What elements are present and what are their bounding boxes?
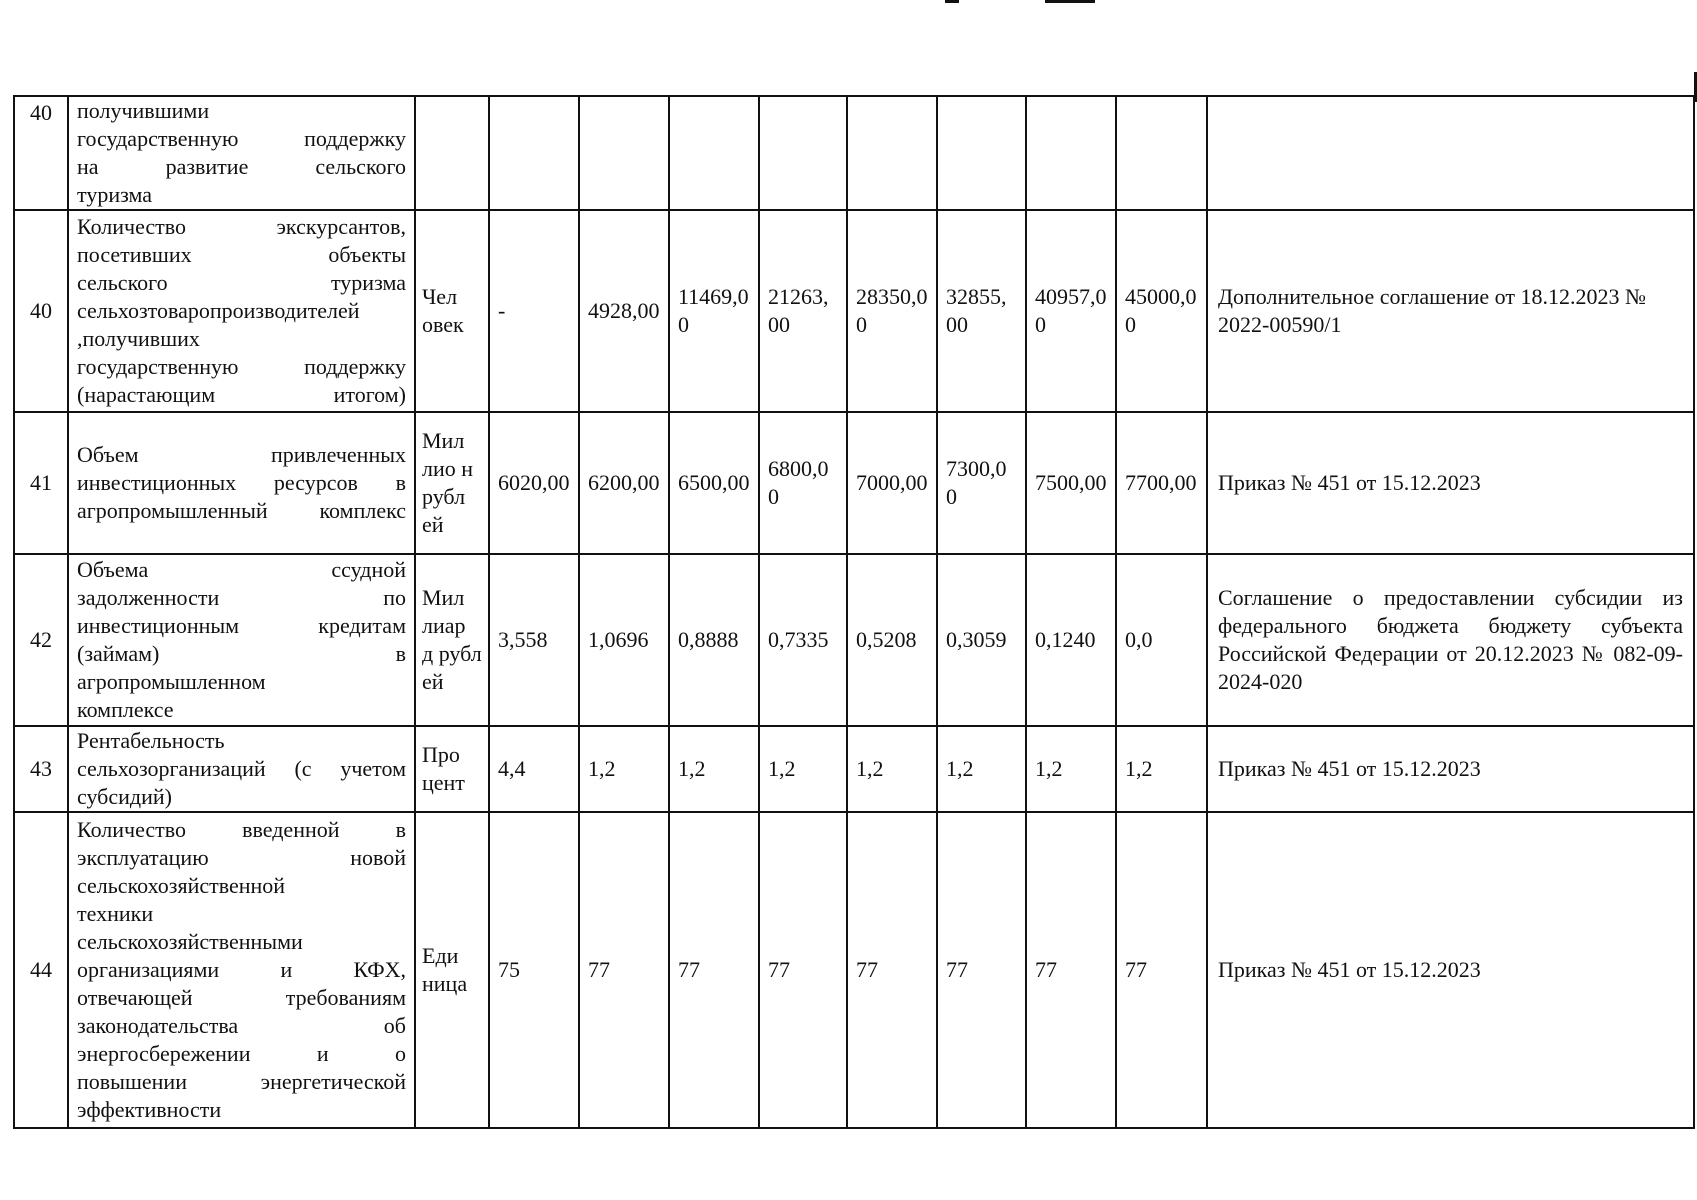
indicator-value: 6800,00	[759, 412, 847, 554]
indicator-value: 6200,00	[579, 412, 669, 554]
table-row	[14, 412, 1694, 554]
source-document	[1207, 96, 1694, 210]
indicator-name-line: агропромышленный комплекс	[77, 498, 406, 523]
indicator-name-line: Количество введенной в	[77, 817, 406, 842]
row-number: 41	[14, 412, 68, 554]
indicator-name-line: (займам) в	[77, 641, 406, 666]
indicator-value: 7300,00	[937, 412, 1026, 554]
indicator-name-line: агропромышленном	[77, 669, 266, 694]
indicator-name-line: получившими	[77, 98, 210, 123]
indicator-value: 21263,00	[759, 210, 847, 412]
unit-of-measure: Мил лиар д рубл ей	[415, 554, 489, 726]
indicator-value	[847, 96, 937, 210]
indicator-name-line: комплексе	[77, 697, 174, 722]
indicator-value: 1,2	[579, 726, 669, 812]
indicator-name-line: энергосбережении и о	[77, 1041, 406, 1066]
indicator-value: 3,558	[489, 554, 579, 726]
indicator-name-line: государственную поддержку	[77, 354, 406, 379]
source-document: Приказ № 451 от 15.12.2023	[1207, 812, 1694, 1128]
indicator-value	[759, 96, 847, 210]
indicator-value	[579, 96, 669, 210]
indicator-name-line: ,получивших	[77, 326, 200, 351]
indicator-name-line: сельхозтоваропроизводителей	[77, 298, 360, 323]
source-document: Дополнительное соглашение от 18.12.2023 № 2022-00590/1	[1207, 210, 1694, 412]
table-row	[14, 210, 1694, 412]
indicator-value: 77	[1026, 812, 1116, 1128]
indicator-value	[489, 96, 579, 210]
indicator-value: 1,2	[937, 726, 1026, 812]
indicator-value: 77	[759, 812, 847, 1128]
source-document: Соглашение о предоставлении субсидии из федерального бюджета бюджету субъекта Российской Федерации от 20.12.2023 № 082-09-2024-020	[1207, 554, 1694, 726]
source-document: Приказ № 451 от 15.12.2023	[1207, 726, 1694, 812]
unit-of-measure: Про цент	[415, 726, 489, 812]
indicator-value	[1026, 96, 1116, 210]
indicator-name-line: сельхозорганизаций (с учетом	[77, 756, 406, 781]
row-number: 40	[14, 210, 68, 412]
indicator-name-line: организациями и КФХ,	[77, 957, 406, 982]
indicator-value: 77	[847, 812, 937, 1128]
indicator-name	[68, 812, 415, 1128]
source-document: Приказ № 451 от 15.12.2023	[1207, 412, 1694, 554]
indicator-name-line: Объема ссудной	[77, 557, 406, 582]
indicator-name-line: (нарастающим итогом)	[77, 382, 406, 407]
indicator-value	[669, 96, 759, 210]
indicator-value: 77	[669, 812, 759, 1128]
indicator-value: 6500,00	[669, 412, 759, 554]
indicator-name	[68, 554, 415, 726]
indicator-name-line: субсидий)	[77, 784, 172, 809]
table-row	[14, 96, 1694, 210]
table-row	[14, 726, 1694, 812]
indicator-name	[68, 412, 415, 554]
indicator-value: 4928,00	[579, 210, 669, 412]
indicator-value: 7000,00	[847, 412, 937, 554]
indicator-name-line: Рентабельность	[77, 728, 225, 753]
indicator-name-line: инвестиционных ресурсов в	[77, 470, 406, 495]
top-scan-mark-left	[945, 0, 959, 3]
indicator-value: 0,5208	[847, 554, 937, 726]
indicator-value: 1,2	[669, 726, 759, 812]
indicator-name-line: эксплуатацию новой	[77, 845, 406, 870]
unit-of-measure: Чел овек	[415, 210, 489, 412]
indicator-value: 7700,00	[1116, 412, 1207, 554]
indicator-name-line: туризма	[77, 182, 153, 207]
table-row	[14, 554, 1694, 726]
indicator-name-line: эффективности	[77, 1097, 222, 1122]
indicator-name-line: техники	[77, 901, 154, 926]
indicator-name-line: инвестиционным кредитам	[77, 613, 406, 638]
indicator-value: 6020,00	[489, 412, 579, 554]
indicator-name-line: законодательства об	[77, 1013, 406, 1038]
indicator-name	[68, 210, 415, 412]
indicator-name-line: отвечающей требованиям	[77, 985, 406, 1010]
row-number: 42	[14, 554, 68, 726]
indicator-name	[68, 726, 415, 812]
indicator-value: 0,8888	[669, 554, 759, 726]
unit-of-measure: Еди ница	[415, 812, 489, 1128]
indicator-value: 7500,00	[1026, 412, 1116, 554]
indicator-value: 28350,00	[847, 210, 937, 412]
top-scan-mark-right	[1045, 0, 1095, 3]
indicator-name-line: посетивших объекты	[77, 242, 406, 267]
indicator-name-line: задолженности по	[77, 585, 406, 610]
indicator-name-line: Объем привлеченных	[77, 442, 406, 467]
row-number: 43	[14, 726, 68, 812]
indicator-value: -	[489, 210, 579, 412]
indicator-value	[1116, 96, 1207, 210]
indicator-name-line: на развитие сельского	[77, 154, 406, 179]
row-number: 40	[14, 96, 68, 210]
indicator-value: 40957,00	[1026, 210, 1116, 412]
indicator-name-line: сельскохозяйственными	[77, 929, 303, 954]
indicator-value	[937, 96, 1026, 210]
indicator-value: 75	[489, 812, 579, 1128]
indicator-value: 0,0	[1116, 554, 1207, 726]
indicator-name-line: Количество экскурсантов,	[77, 214, 406, 239]
indicator-value: 1,2	[1116, 726, 1207, 812]
indicator-value: 77	[1116, 812, 1207, 1128]
indicator-name	[68, 96, 415, 210]
indicator-name-line: повышении энергетической	[77, 1069, 406, 1094]
indicator-value: 11469,00	[669, 210, 759, 412]
indicator-value: 1,2	[847, 726, 937, 812]
indicator-name-line: сельскохозяйственной	[77, 873, 286, 898]
indicators-table	[13, 95, 1695, 1129]
table-row	[14, 812, 1694, 1128]
indicator-value: 0,1240	[1026, 554, 1116, 726]
indicator-value: 1,2	[759, 726, 847, 812]
indicator-value: 77	[579, 812, 669, 1128]
indicator-value: 0,7335	[759, 554, 847, 726]
indicator-value: 0,3059	[937, 554, 1026, 726]
indicator-value: 4,4	[489, 726, 579, 812]
indicator-value: 32855,00	[937, 210, 1026, 412]
unit-of-measure: Мил лио н рубл ей	[415, 412, 489, 554]
indicator-name-line: сельского туризма	[77, 270, 406, 295]
indicator-value: 77	[937, 812, 1026, 1128]
indicator-name-line: государственную поддержку	[77, 126, 406, 151]
indicator-value: 1,0696	[579, 554, 669, 726]
row-number: 44	[14, 812, 68, 1128]
indicator-value: 1,2	[1026, 726, 1116, 812]
indicator-value: 45000,00	[1116, 210, 1207, 412]
unit-of-measure	[415, 96, 489, 210]
